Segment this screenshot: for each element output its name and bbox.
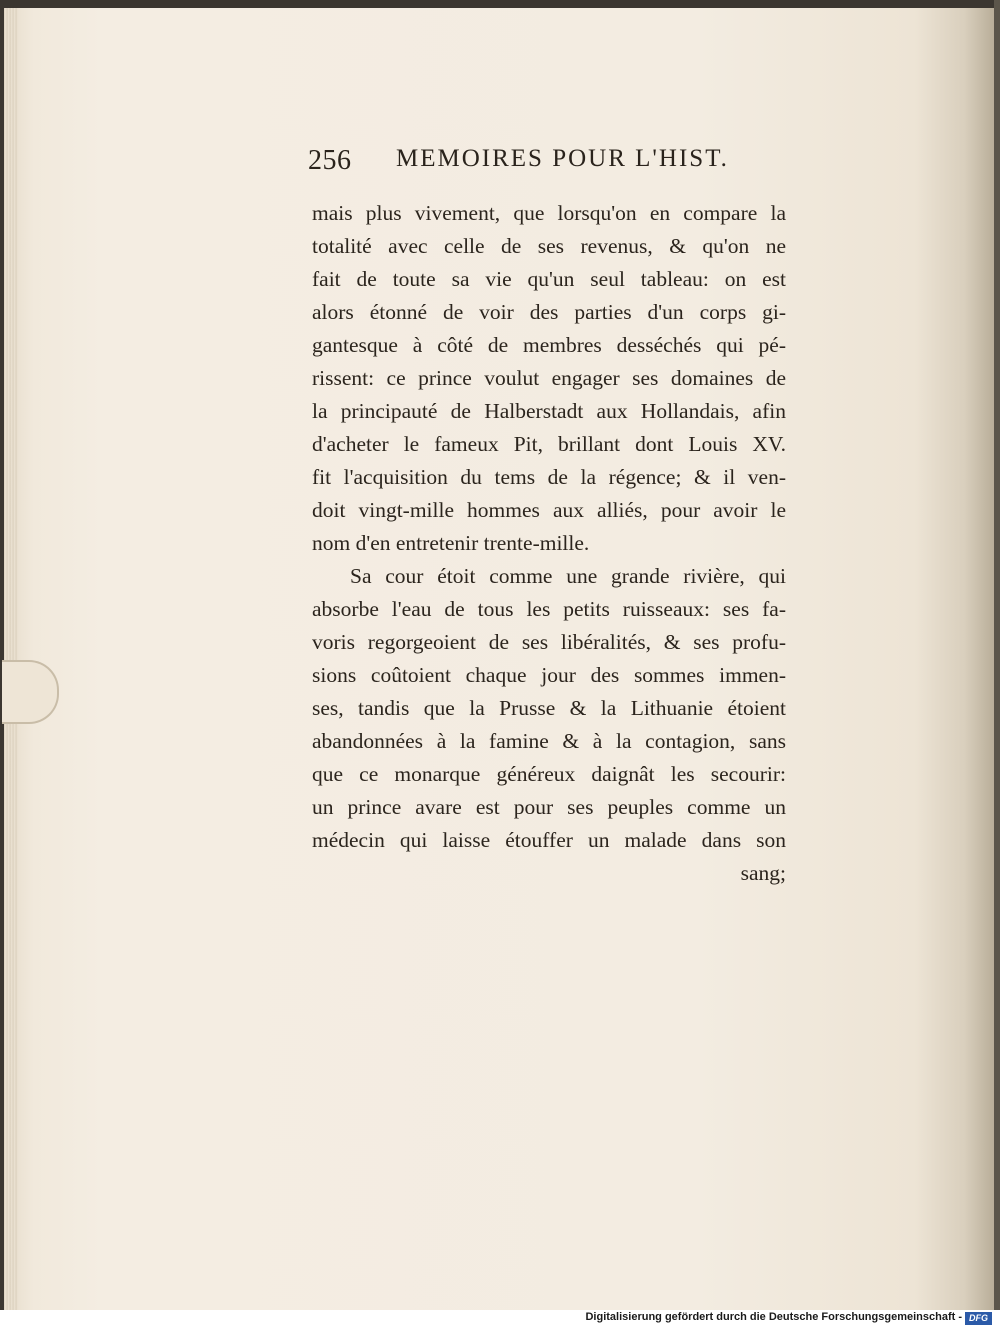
dfg-logo: DFG: [965, 1312, 992, 1325]
text-line: fit l'acquisition du tems de la régence; & il ven-: [312, 465, 786, 489]
text-line: la principauté de Halberstadt aux Hollandais, afin: [312, 399, 786, 423]
text-line: gantesque à côté de membres desséchés qui pé-: [312, 333, 786, 357]
text-line: voris regorgeoient de ses libéralités, & ses profu-: [312, 630, 786, 654]
catchword: sang;: [740, 861, 786, 885]
running-head: MEMOIRES POUR L'HIST.: [396, 145, 729, 172]
page-edges: [4, 8, 18, 1310]
digitization-credit: Digitalisierung gefördert durch die Deutsche Forschungsgemeinschaft -: [585, 1311, 962, 1323]
text-line-paragraph-end: nom d'en entretenir trente-mille.: [312, 531, 590, 555]
text-line: mais plus vivement, que lorsqu'on en compare la: [312, 201, 786, 225]
page-header: [308, 145, 788, 185]
text-line: abandonnées à la famine & à la contagion, sans: [312, 729, 786, 753]
text-line: totalité avec celle de ses revenus, & qu'on ne: [312, 234, 786, 258]
text-line: absorbe l'eau de tous les petits ruisseaux: ses fa-: [312, 597, 786, 621]
text-line: sions coûtoient chaque jour des sommes immen-: [312, 663, 786, 687]
text-line: ses, tandis que la Prusse & la Lithuanie étoient: [312, 696, 786, 720]
right-binding-edge: [994, 0, 1000, 1310]
page-number: 256: [308, 145, 352, 176]
page-tab-marker: [2, 660, 59, 724]
text-line: doit vingt-mille hommes aux alliés, pour avoir le: [312, 498, 786, 522]
text-line: que ce monarque généreux daignât les secourir:: [312, 762, 786, 786]
text-line: fait de toute sa vie qu'un seul tableau: on est: [312, 267, 786, 291]
text-line: alors étonné de voir des parties d'un corps gi-: [312, 300, 786, 324]
text-line: d'acheter le fameux Pit, brillant dont Louis XV.: [312, 432, 786, 456]
body-text: [312, 197, 786, 890]
text-line: un prince avare est pour ses peuples comme un: [312, 795, 786, 819]
text-line: médecin qui laisse étouffer un malade dans son: [312, 828, 786, 852]
text-line: rissent: ce prince voulut engager ses domaines de: [312, 366, 786, 390]
text-line-paragraph-start: Sa cour étoit comme une grande rivière, qui: [350, 564, 786, 588]
